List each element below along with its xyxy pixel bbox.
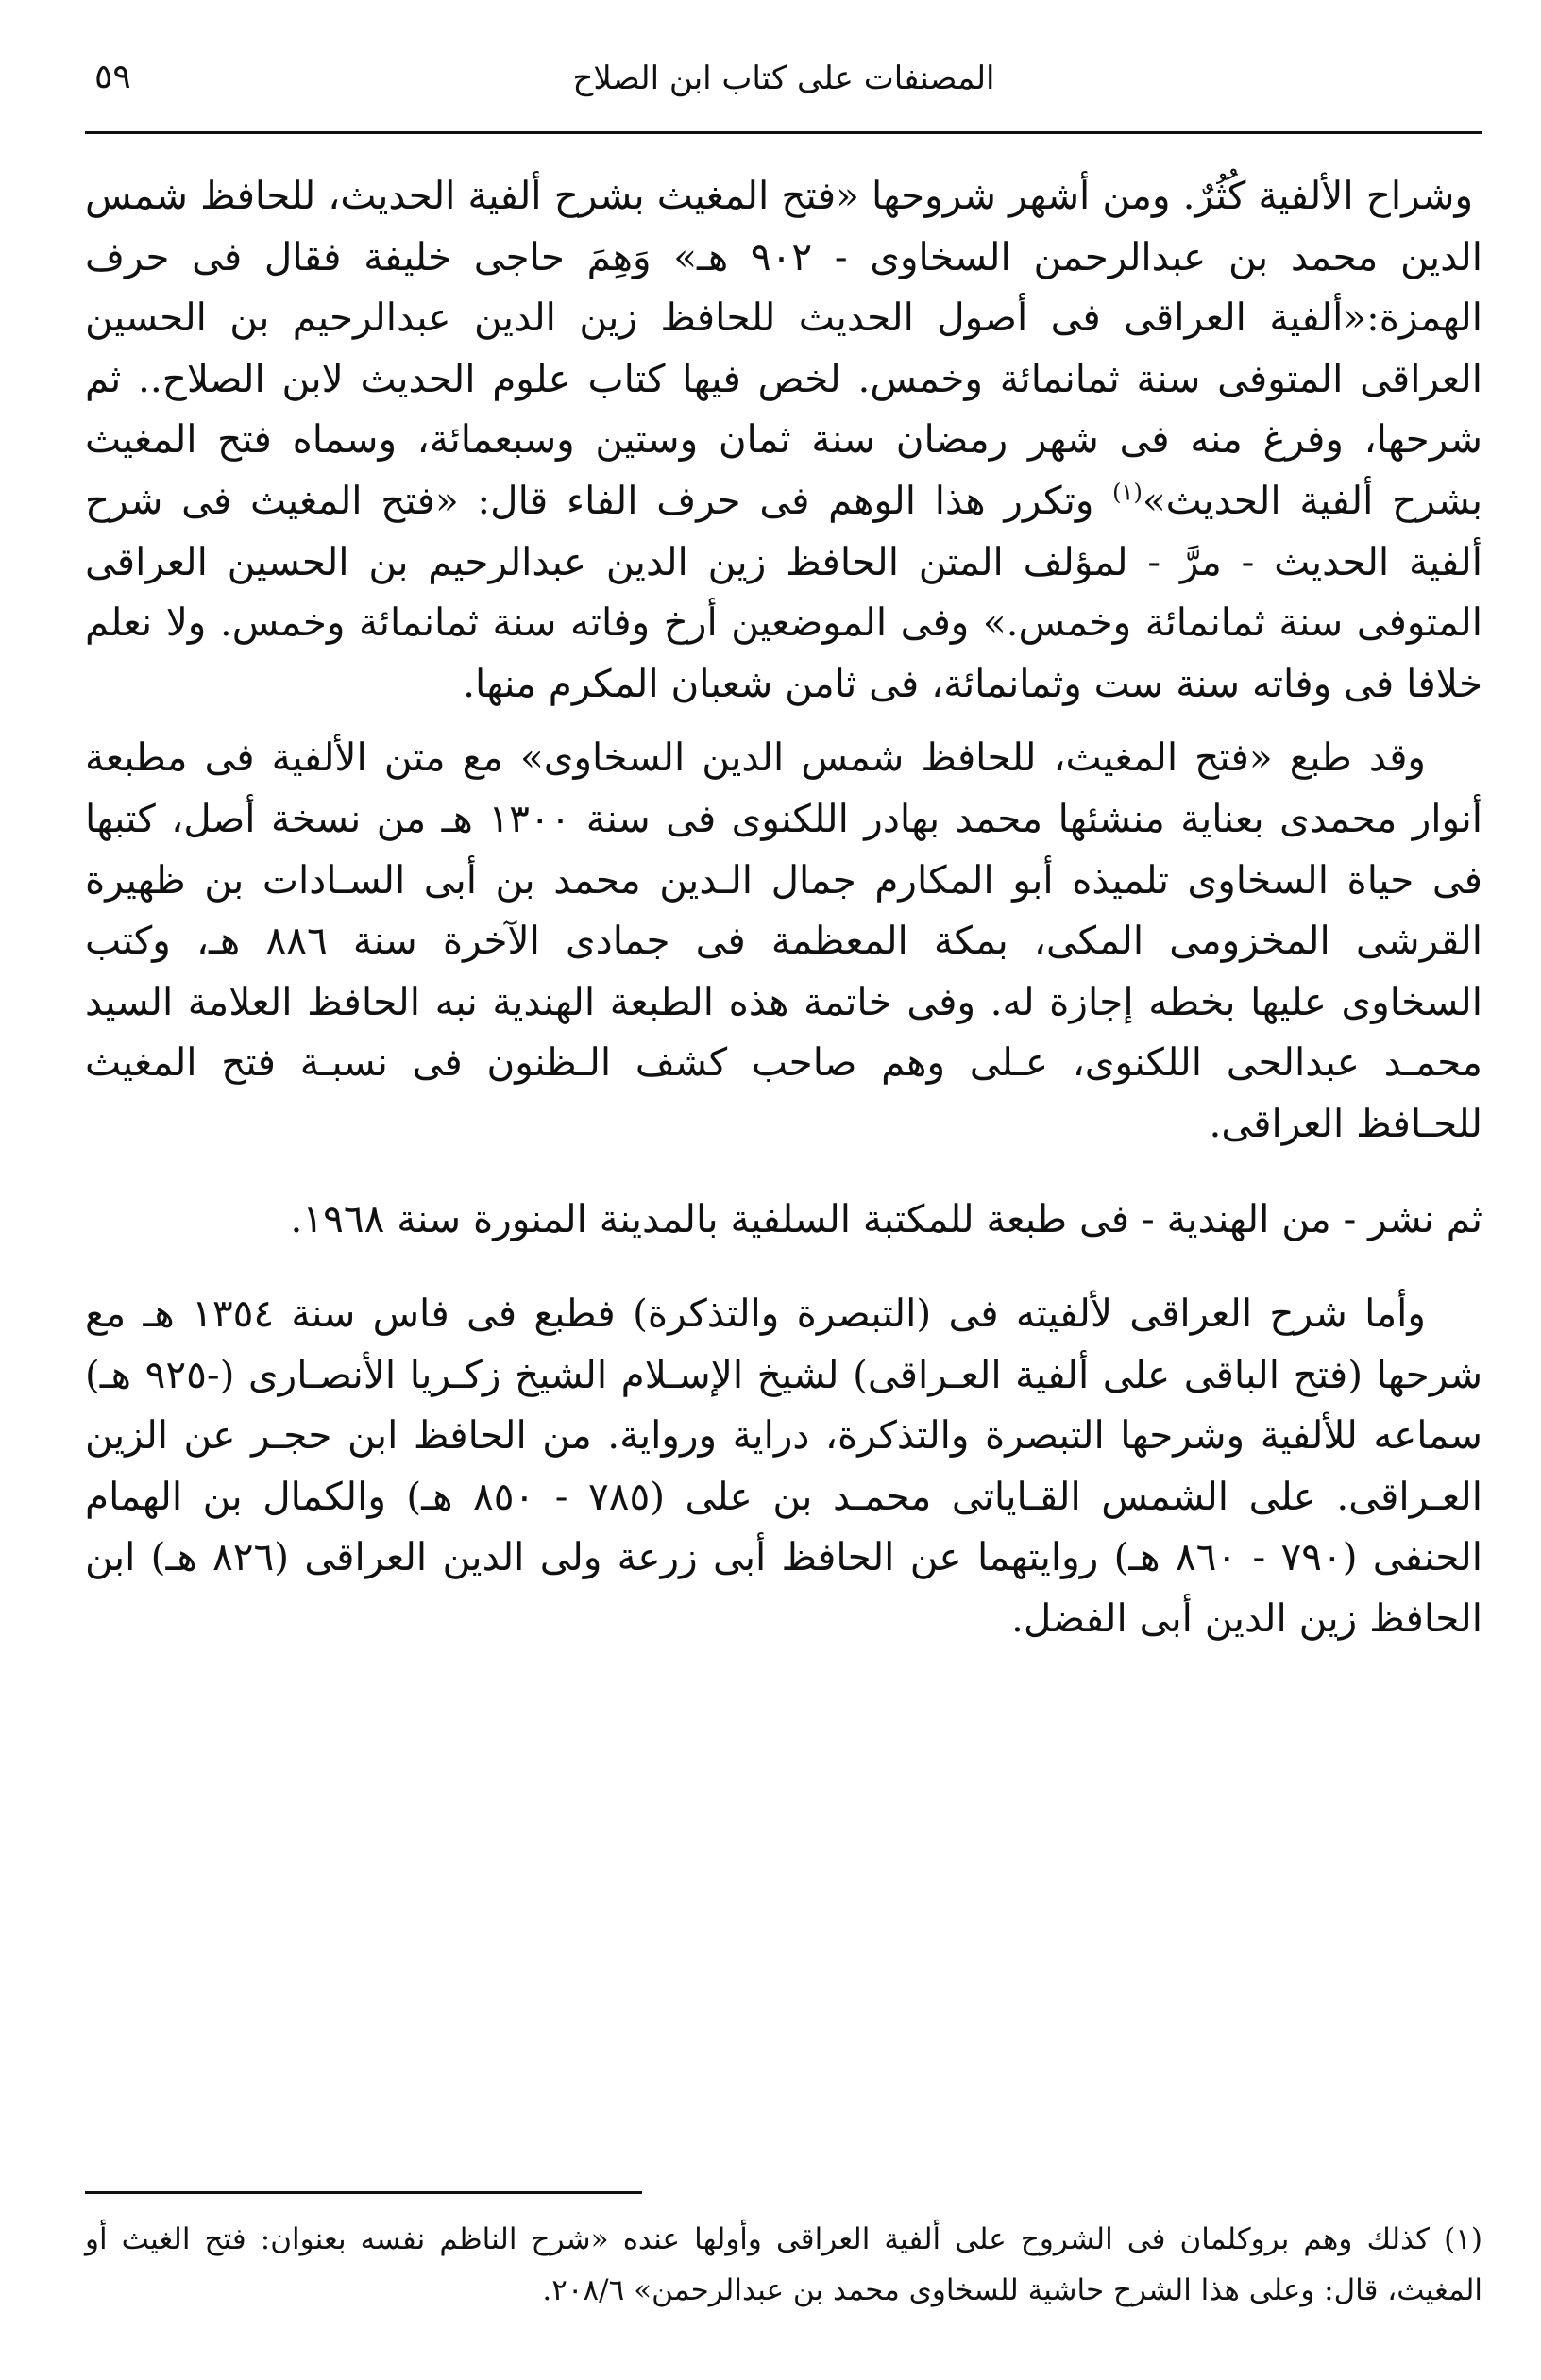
paragraph-2: وقد طبع «فتح المغيث، للحافظ شمس الدين السخاوى» مع متن الألفية فى مطبعة أنوار محمدى بعناية منشئها محمد بهادر اللكنوى فى سنة ١٣٠٠ هـ من نسخة أصل، كتبها فى حياة السخاوى تلميذه أبو المكارم جمال الـدين محمد بن أبى السـادات بن ظهيرة القرشى المخزومى المكى، بمكة المعظمة فى جمادى الآخرة سنة ٨٨٦ هـ، وكتب السخاوى عليها بخطه إجازة له. وفى خاتمة هذه الطبعة الهندية نبه الحافظ العلامة السيد محمـد عبدالحى اللكنوى، عـلى وهم صاحب كشف الـظنون فى نسبـة فتح المغيث للحـافظ العراقى. xyxy=(85,734,1483,1146)
footnote-reference: (١) xyxy=(1112,479,1143,506)
body-text xyxy=(85,165,1482,1649)
page-number: ٥٩ xyxy=(94,58,131,96)
footnote-rule xyxy=(85,2191,642,2194)
paragraph-3: ثم نشر - من الهندية - فى طبعة للمكتبة السلفية بالمدينة المنورة سنة ١٩٦٨. xyxy=(290,1195,1482,1241)
paragraph-1 xyxy=(85,165,1482,714)
page-header xyxy=(85,52,1482,118)
book-page xyxy=(85,52,1482,2337)
running-title: المصنفات على كتاب ابن الصلاح xyxy=(572,59,995,97)
header-rule xyxy=(85,131,1482,134)
paragraph-4: وأما شرح العراقى لألفيته فى (التبصرة والتذكرة) فطبع فى فاس سنة ١٣٥٤ هـ مع شرحها (فتح الباقى على ألفية العـراقى) لشيخ الإسـلام الشيخ زكـريا الأنصـارى (-٩٢٥ هـ) سماعه للألفية وشرحها التبصرة والتذكرة، دراية ورواية. من الحافظ ابن حجـر عن الزين العـراقى. على الشمس القـاياتى محمـد بن على (٧٨٥ - ٨٥٠ هـ) والكمال بن الهمام الحنفى (٧٩٠ - ٨٦٠ هـ) روايتهما عن الحافظ أبى زرعة ولى الدين العراقى (٨٢٦ هـ) ابن الحافظ زين الدين أبى الفضل. xyxy=(85,1291,1483,1642)
footnotes xyxy=(85,2214,1482,2316)
paragraph-1-text-b: وتكرر هذا الوهم فى حرف الفاء قال: «فتح المغيث فى شرح ألفية الحديث - مرَّ - لمؤلف المتن الحافظ زين الدين عبدالرحيم بن الحسين العراقى المتوفى سنة ثمانمائة وخمس.» وفى الموضعين أرخ وفاته سنة ثمانمائة وخمس. ولا نعلم خلافا فى وفاته سنة ست وثمانمائة، فى ثامن شعبان المكرم منها. xyxy=(85,477,1482,706)
paragraph-1-text-a: وشراح الألفية كُثُرٌ. ومن أشهر شروحها «فتح المغيث بشرح ألفية الحديث، للحافظ شمس الدين محمد بن عبدالرحمن السخاوى - ٩٠٢ هـ» وَهِمَ حاجى خليفة فقال فى حرف الهمزة:«ألفية العراقى فى أصول الحديث للحافظ زين الدين عبدالرحيم بن الحسين العراقى المتوفى سنة ثمانمائة وخمس. لخص فيها كتاب علوم الحديث لابن الصلاح.. ثم شرحها، وفرغ منه فى شهر رمضان سنة ثمان وستين وسبعمائة، وسماه فتح المغيث بشرح ألفية الحديث» xyxy=(85,173,1482,523)
footnote-1: (١) كذلك وهم بروكلمان فى الشروح على ألفية العراقى وأولها عنده «شرح الناظم نفسه بعنوان: فتح الغيث أو المغيث، قال: وعلى هذا الشرح حاشية للسخاوى محمد بن عبدالرحمن» ٢٠٨/٦. xyxy=(85,2222,1482,2307)
